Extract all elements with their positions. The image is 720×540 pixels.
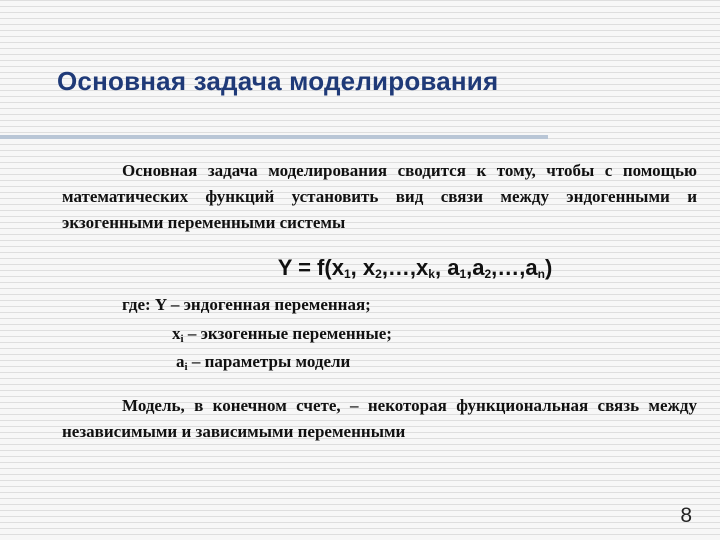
where-x-text: – экзогенные переменные; bbox=[183, 324, 392, 343]
formula-sub-1: 1 bbox=[343, 267, 351, 281]
formula-sep-2: , a bbox=[434, 255, 460, 280]
formula-dots-2: ,…,a bbox=[491, 255, 538, 280]
formula-comma-a: ,a bbox=[466, 255, 485, 280]
where-line-x bbox=[172, 324, 392, 349]
conclusion-paragraph: Модель, в конечном счете, – некоторая функциональная связь между независимыми и зависимыми переменными bbox=[62, 396, 697, 441]
slide-title: Основная задача моделирования bbox=[57, 66, 499, 96]
where-line-a bbox=[176, 352, 350, 377]
formula-dots-1: ,…,x bbox=[381, 255, 429, 280]
where-x-letter: x bbox=[172, 324, 181, 343]
where-a-sub: i bbox=[184, 361, 188, 373]
formula-sub-k: k bbox=[428, 267, 435, 281]
formula-sub-a2: 2 bbox=[484, 267, 492, 281]
intro-paragraph: Основная задача моделирования сводится к тому, чтобы с помощью математических функций установить вид связи между эндогенными и экзогенными переменными системы bbox=[62, 161, 697, 232]
formula-sub-n: n bbox=[537, 267, 545, 281]
formula-eq: = f( bbox=[298, 255, 332, 280]
where-a-letter: a bbox=[176, 352, 185, 371]
formula-sub-2: 2 bbox=[375, 267, 382, 281]
formula-sep-1: , x bbox=[350, 255, 376, 280]
formula-y: Y bbox=[277, 255, 292, 280]
page-number: 8 bbox=[680, 504, 692, 527]
title-divider bbox=[0, 135, 548, 139]
model-formula bbox=[0, 255, 720, 281]
where-a-text: – параметры модели bbox=[187, 352, 351, 371]
where-x-sub: i bbox=[180, 333, 184, 345]
where-line-y: где: Y – эндогенная переменная; bbox=[122, 295, 371, 314]
formula-sub-a1: 1 bbox=[459, 267, 467, 281]
formula-x: x bbox=[331, 255, 344, 280]
formula-close: ) bbox=[544, 255, 553, 280]
